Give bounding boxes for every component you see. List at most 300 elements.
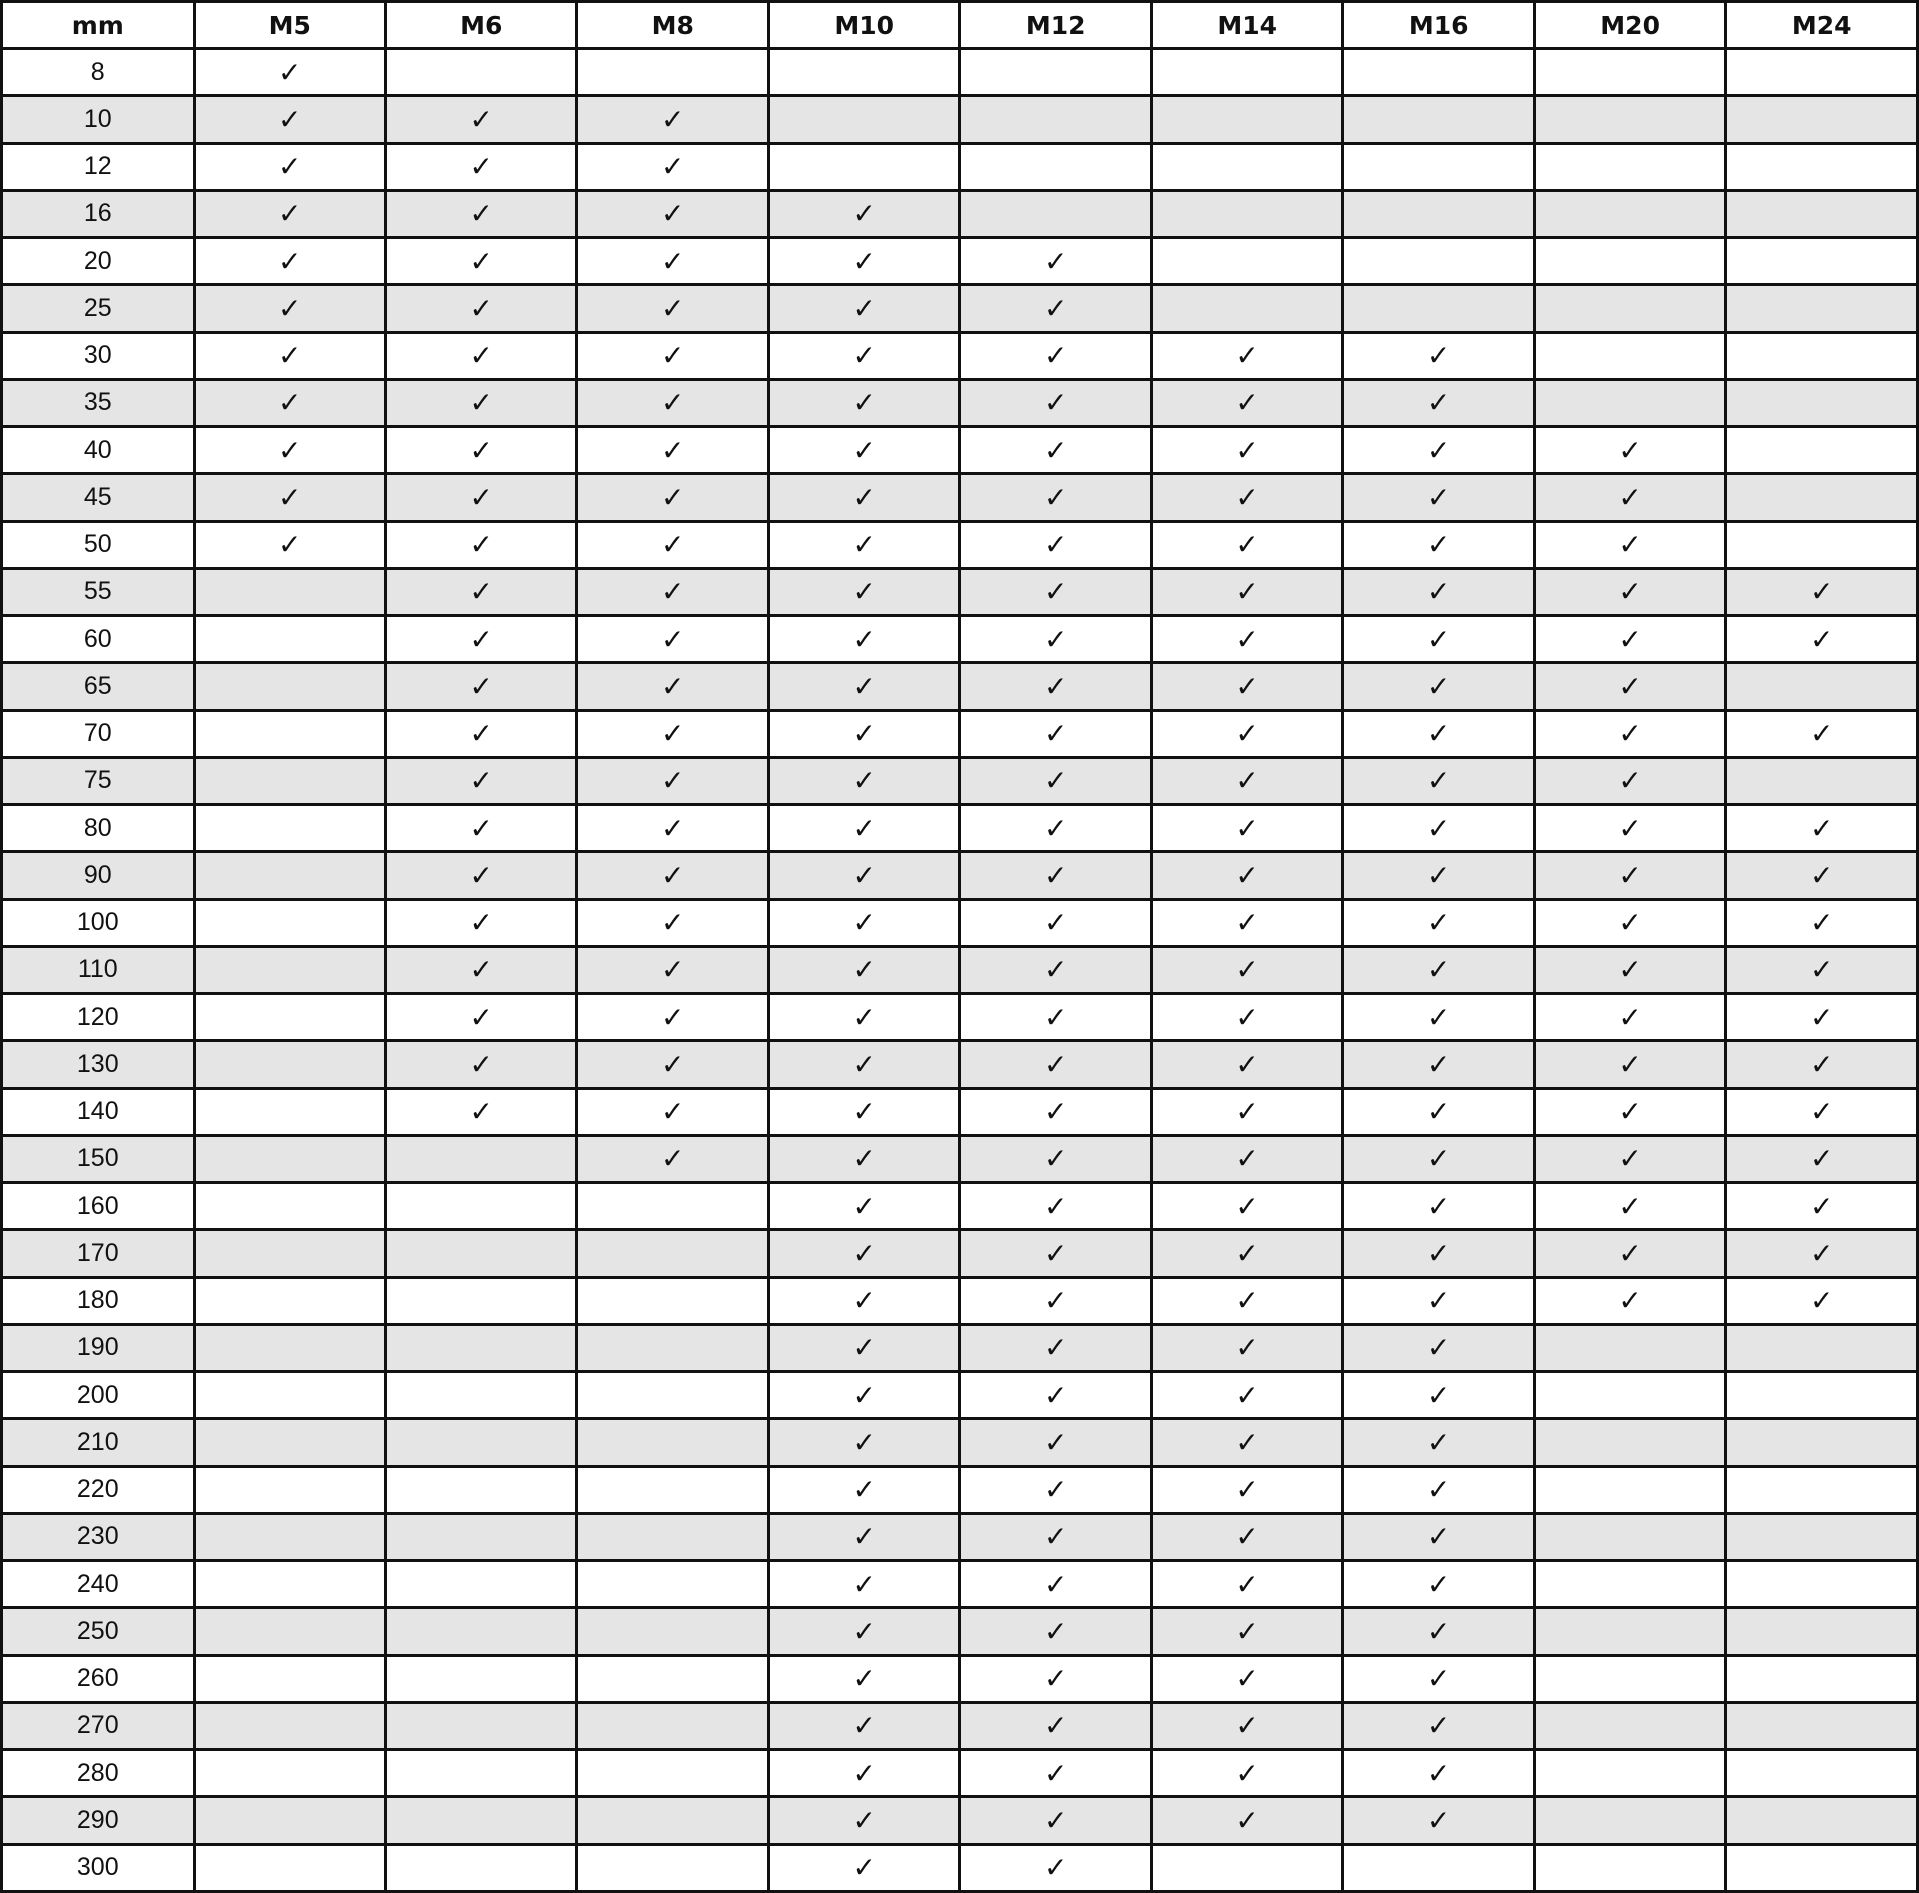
header-m24: M24 <box>1726 2 1918 49</box>
check-mark-icon: ✓ <box>960 946 1151 993</box>
header-row <box>2 2 1918 49</box>
empty-cell <box>960 143 1151 190</box>
check-mark-icon: ✓ <box>960 1277 1151 1324</box>
check-mark-icon: ✓ <box>577 946 768 993</box>
table-row <box>2 49 1918 96</box>
length-cell: 220 <box>2 1466 195 1513</box>
empty-cell <box>385 1608 576 1655</box>
length-cell: 240 <box>2 1561 195 1608</box>
empty-cell <box>577 1844 768 1892</box>
check-mark-icon: ✓ <box>1726 1041 1918 1088</box>
empty-cell <box>1534 49 1725 96</box>
length-cell: 8 <box>2 49 195 96</box>
table-row <box>2 1419 1918 1466</box>
check-mark-icon: ✓ <box>1151 1041 1342 1088</box>
check-mark-icon: ✓ <box>1151 1797 1342 1844</box>
table-row <box>2 710 1918 757</box>
empty-cell <box>1534 332 1725 379</box>
empty-cell <box>1534 285 1725 332</box>
length-cell: 65 <box>2 663 195 710</box>
empty-cell <box>577 1750 768 1797</box>
empty-cell <box>1534 238 1725 285</box>
table-row <box>2 568 1918 615</box>
check-mark-icon: ✓ <box>1343 332 1534 379</box>
length-cell: 110 <box>2 946 195 993</box>
header-m10: M10 <box>768 2 959 49</box>
table-row <box>2 143 1918 190</box>
check-mark-icon: ✓ <box>768 1655 959 1702</box>
check-mark-icon: ✓ <box>1343 1655 1534 1702</box>
check-mark-icon: ✓ <box>385 379 576 426</box>
check-mark-icon: ✓ <box>768 899 959 946</box>
check-mark-icon: ✓ <box>960 757 1151 804</box>
check-mark-icon: ✓ <box>1534 521 1725 568</box>
table-row <box>2 1088 1918 1135</box>
check-mark-icon: ✓ <box>577 616 768 663</box>
check-mark-icon: ✓ <box>960 1797 1151 1844</box>
empty-cell <box>385 1750 576 1797</box>
header-m5: M5 <box>194 2 385 49</box>
check-mark-icon: ✓ <box>768 994 959 1041</box>
length-cell: 290 <box>2 1797 195 1844</box>
check-mark-icon: ✓ <box>1726 616 1918 663</box>
check-mark-icon: ✓ <box>1534 710 1725 757</box>
check-mark-icon: ✓ <box>960 1466 1151 1513</box>
check-mark-icon: ✓ <box>1151 852 1342 899</box>
empty-cell <box>960 190 1151 237</box>
check-mark-icon: ✓ <box>960 710 1151 757</box>
length-cell: 150 <box>2 1135 195 1182</box>
check-mark-icon: ✓ <box>1151 710 1342 757</box>
check-mark-icon: ✓ <box>960 427 1151 474</box>
check-mark-icon: ✓ <box>1151 994 1342 1041</box>
empty-cell <box>1534 143 1725 190</box>
check-mark-icon: ✓ <box>1534 663 1725 710</box>
empty-cell <box>577 1419 768 1466</box>
empty-cell <box>1726 190 1918 237</box>
empty-cell <box>385 1183 576 1230</box>
header-m6: M6 <box>385 2 576 49</box>
empty-cell <box>577 1702 768 1749</box>
check-mark-icon: ✓ <box>1726 805 1918 852</box>
empty-cell <box>385 1702 576 1749</box>
check-mark-icon: ✓ <box>1534 1088 1725 1135</box>
length-cell: 10 <box>2 96 195 143</box>
empty-cell <box>194 994 385 1041</box>
check-mark-icon: ✓ <box>385 143 576 190</box>
check-mark-icon: ✓ <box>194 474 385 521</box>
table-row <box>2 96 1918 143</box>
check-mark-icon: ✓ <box>577 474 768 521</box>
empty-cell <box>194 710 385 757</box>
table-row <box>2 1372 1918 1419</box>
check-mark-icon: ✓ <box>1343 521 1534 568</box>
empty-cell <box>194 1277 385 1324</box>
check-mark-icon: ✓ <box>768 474 959 521</box>
check-mark-icon: ✓ <box>577 379 768 426</box>
check-mark-icon: ✓ <box>194 190 385 237</box>
empty-cell <box>1343 285 1534 332</box>
check-mark-icon: ✓ <box>385 568 576 615</box>
check-mark-icon: ✓ <box>1151 332 1342 379</box>
check-mark-icon: ✓ <box>768 1466 959 1513</box>
check-mark-icon: ✓ <box>960 379 1151 426</box>
empty-cell <box>1534 1513 1725 1560</box>
empty-cell <box>577 1183 768 1230</box>
empty-cell <box>194 1372 385 1419</box>
empty-cell <box>1726 1750 1918 1797</box>
check-mark-icon: ✓ <box>385 238 576 285</box>
empty-cell <box>768 49 959 96</box>
check-mark-icon: ✓ <box>194 379 385 426</box>
empty-cell <box>1151 143 1342 190</box>
check-mark-icon: ✓ <box>1534 568 1725 615</box>
check-mark-icon: ✓ <box>960 1230 1151 1277</box>
check-mark-icon: ✓ <box>577 757 768 804</box>
check-mark-icon: ✓ <box>1534 994 1725 1041</box>
table-row <box>2 1230 1918 1277</box>
check-mark-icon: ✓ <box>768 1797 959 1844</box>
check-mark-icon: ✓ <box>768 1372 959 1419</box>
check-mark-icon: ✓ <box>960 1135 1151 1182</box>
check-mark-icon: ✓ <box>577 568 768 615</box>
check-mark-icon: ✓ <box>1343 946 1534 993</box>
empty-cell <box>1534 96 1725 143</box>
check-mark-icon: ✓ <box>1343 1041 1534 1088</box>
check-mark-icon: ✓ <box>1726 568 1918 615</box>
check-mark-icon: ✓ <box>960 1372 1151 1419</box>
check-mark-icon: ✓ <box>194 49 385 96</box>
check-mark-icon: ✓ <box>1151 805 1342 852</box>
check-mark-icon: ✓ <box>577 238 768 285</box>
empty-cell <box>1151 285 1342 332</box>
check-mark-icon: ✓ <box>385 427 576 474</box>
empty-cell <box>577 1324 768 1371</box>
check-mark-icon: ✓ <box>1343 899 1534 946</box>
check-mark-icon: ✓ <box>768 190 959 237</box>
check-mark-icon: ✓ <box>768 238 959 285</box>
check-mark-icon: ✓ <box>960 616 1151 663</box>
length-cell: 45 <box>2 474 195 521</box>
empty-cell <box>385 1372 576 1419</box>
table-row <box>2 190 1918 237</box>
empty-cell <box>577 1561 768 1608</box>
empty-cell <box>1726 1324 1918 1371</box>
check-mark-icon: ✓ <box>577 332 768 379</box>
check-mark-icon: ✓ <box>1343 1088 1534 1135</box>
check-mark-icon: ✓ <box>1343 1513 1534 1560</box>
check-mark-icon: ✓ <box>194 143 385 190</box>
check-mark-icon: ✓ <box>385 1088 576 1135</box>
check-mark-icon: ✓ <box>577 521 768 568</box>
check-mark-icon: ✓ <box>1151 1702 1342 1749</box>
check-mark-icon: ✓ <box>960 899 1151 946</box>
check-mark-icon: ✓ <box>1151 1466 1342 1513</box>
header-m14: M14 <box>1151 2 1342 49</box>
check-mark-icon: ✓ <box>960 474 1151 521</box>
table-row <box>2 1702 1918 1749</box>
empty-cell <box>385 1466 576 1513</box>
length-cell: 210 <box>2 1419 195 1466</box>
table-row <box>2 1513 1918 1560</box>
empty-cell <box>194 946 385 993</box>
empty-cell <box>385 49 576 96</box>
check-mark-icon: ✓ <box>1534 852 1725 899</box>
length-cell: 12 <box>2 143 195 190</box>
table-row <box>2 616 1918 663</box>
header-m12: M12 <box>960 2 1151 49</box>
table-row <box>2 427 1918 474</box>
header-m16: M16 <box>1343 2 1534 49</box>
check-mark-icon: ✓ <box>768 1419 959 1466</box>
length-cell: 230 <box>2 1513 195 1560</box>
check-mark-icon: ✓ <box>768 1041 959 1088</box>
empty-cell <box>1726 285 1918 332</box>
table-row <box>2 1277 1918 1324</box>
check-mark-icon: ✓ <box>1343 852 1534 899</box>
empty-cell <box>1151 190 1342 237</box>
check-mark-icon: ✓ <box>1534 946 1725 993</box>
empty-cell <box>577 1230 768 1277</box>
check-mark-icon: ✓ <box>960 1513 1151 1560</box>
empty-cell <box>1726 427 1918 474</box>
check-mark-icon: ✓ <box>1151 1608 1342 1655</box>
check-mark-icon: ✓ <box>1343 616 1534 663</box>
check-mark-icon: ✓ <box>768 427 959 474</box>
check-mark-icon: ✓ <box>1726 1088 1918 1135</box>
empty-cell <box>1726 49 1918 96</box>
check-mark-icon: ✓ <box>1151 1230 1342 1277</box>
empty-cell <box>385 1797 576 1844</box>
empty-cell <box>577 1608 768 1655</box>
check-mark-icon: ✓ <box>577 1135 768 1182</box>
check-mark-icon: ✓ <box>577 710 768 757</box>
empty-cell <box>194 899 385 946</box>
check-mark-icon: ✓ <box>385 1041 576 1088</box>
check-mark-icon: ✓ <box>768 1608 959 1655</box>
check-mark-icon: ✓ <box>960 1419 1151 1466</box>
check-mark-icon: ✓ <box>1534 1277 1725 1324</box>
check-mark-icon: ✓ <box>1151 757 1342 804</box>
empty-cell <box>1151 238 1342 285</box>
check-mark-icon: ✓ <box>194 285 385 332</box>
check-mark-icon: ✓ <box>768 332 959 379</box>
check-mark-icon: ✓ <box>385 521 576 568</box>
check-mark-icon: ✓ <box>768 1230 959 1277</box>
check-mark-icon: ✓ <box>577 663 768 710</box>
empty-cell <box>194 1419 385 1466</box>
check-mark-icon: ✓ <box>768 1702 959 1749</box>
check-mark-icon: ✓ <box>1726 946 1918 993</box>
check-mark-icon: ✓ <box>1726 1230 1918 1277</box>
check-mark-icon: ✓ <box>1343 474 1534 521</box>
length-cell: 30 <box>2 332 195 379</box>
empty-cell <box>1534 1324 1725 1371</box>
check-mark-icon: ✓ <box>960 805 1151 852</box>
check-mark-icon: ✓ <box>960 994 1151 1041</box>
table-row <box>2 238 1918 285</box>
length-cell: 20 <box>2 238 195 285</box>
check-mark-icon: ✓ <box>1343 1324 1534 1371</box>
check-mark-icon: ✓ <box>1343 805 1534 852</box>
check-mark-icon: ✓ <box>1534 1135 1725 1182</box>
check-mark-icon: ✓ <box>768 757 959 804</box>
length-cell: 90 <box>2 852 195 899</box>
check-mark-icon: ✓ <box>1151 1655 1342 1702</box>
check-mark-icon: ✓ <box>960 1324 1151 1371</box>
check-mark-icon: ✓ <box>1726 852 1918 899</box>
check-mark-icon: ✓ <box>1534 899 1725 946</box>
empty-cell <box>768 96 959 143</box>
check-mark-icon: ✓ <box>1151 521 1342 568</box>
length-cell: 100 <box>2 899 195 946</box>
check-mark-icon: ✓ <box>1343 994 1534 1041</box>
table-row <box>2 805 1918 852</box>
empty-cell <box>194 1466 385 1513</box>
check-mark-icon: ✓ <box>1151 1513 1342 1560</box>
empty-cell <box>1726 1655 1918 1702</box>
check-mark-icon: ✓ <box>577 96 768 143</box>
empty-cell <box>1726 474 1918 521</box>
check-mark-icon: ✓ <box>768 852 959 899</box>
check-mark-icon: ✓ <box>1343 1466 1534 1513</box>
check-mark-icon: ✓ <box>1151 1183 1342 1230</box>
check-mark-icon: ✓ <box>768 946 959 993</box>
empty-cell <box>1343 238 1534 285</box>
empty-cell <box>577 1466 768 1513</box>
check-mark-icon: ✓ <box>768 1561 959 1608</box>
check-mark-icon: ✓ <box>577 852 768 899</box>
check-mark-icon: ✓ <box>768 1750 959 1797</box>
empty-cell <box>1343 190 1534 237</box>
empty-cell <box>768 143 959 190</box>
empty-cell <box>194 1561 385 1608</box>
empty-cell <box>194 1324 385 1371</box>
empty-cell <box>1726 238 1918 285</box>
empty-cell <box>577 1655 768 1702</box>
empty-cell <box>960 49 1151 96</box>
check-mark-icon: ✓ <box>1343 1230 1534 1277</box>
check-mark-icon: ✓ <box>1343 1797 1534 1844</box>
empty-cell <box>385 1419 576 1466</box>
check-mark-icon: ✓ <box>1151 946 1342 993</box>
check-mark-icon: ✓ <box>1151 1088 1342 1135</box>
check-mark-icon: ✓ <box>385 285 576 332</box>
table-row <box>2 946 1918 993</box>
empty-cell <box>1726 1797 1918 1844</box>
empty-cell <box>194 1513 385 1560</box>
length-cell: 260 <box>2 1655 195 1702</box>
empty-cell <box>1151 49 1342 96</box>
empty-cell <box>1534 379 1725 426</box>
empty-cell <box>1726 1466 1918 1513</box>
table-row <box>2 1750 1918 1797</box>
empty-cell <box>194 852 385 899</box>
check-mark-icon: ✓ <box>1151 616 1342 663</box>
check-mark-icon: ✓ <box>768 1324 959 1371</box>
check-mark-icon: ✓ <box>385 474 576 521</box>
check-mark-icon: ✓ <box>385 852 576 899</box>
header-m20: M20 <box>1534 2 1725 49</box>
length-cell: 70 <box>2 710 195 757</box>
check-mark-icon: ✓ <box>768 521 959 568</box>
empty-cell <box>1534 1419 1725 1466</box>
empty-cell <box>194 1041 385 1088</box>
table-row <box>2 379 1918 426</box>
empty-cell <box>194 1230 385 1277</box>
check-mark-icon: ✓ <box>1343 1750 1534 1797</box>
empty-cell <box>1726 332 1918 379</box>
table-row <box>2 899 1918 946</box>
check-mark-icon: ✓ <box>1343 1419 1534 1466</box>
length-cell: 270 <box>2 1702 195 1749</box>
table-body <box>2 49 1918 1892</box>
empty-cell <box>194 1655 385 1702</box>
check-mark-icon: ✓ <box>768 710 959 757</box>
check-mark-icon: ✓ <box>1151 1324 1342 1371</box>
check-mark-icon: ✓ <box>385 332 576 379</box>
header-m8: M8 <box>577 2 768 49</box>
table-row <box>2 1655 1918 1702</box>
empty-cell <box>194 757 385 804</box>
length-cell: 75 <box>2 757 195 804</box>
check-mark-icon: ✓ <box>960 332 1151 379</box>
check-mark-icon: ✓ <box>1534 805 1725 852</box>
length-cell: 300 <box>2 1844 195 1892</box>
empty-cell <box>1726 143 1918 190</box>
check-mark-icon: ✓ <box>1343 1702 1534 1749</box>
check-mark-icon: ✓ <box>1343 379 1534 426</box>
check-mark-icon: ✓ <box>768 1088 959 1135</box>
check-mark-icon: ✓ <box>385 190 576 237</box>
check-mark-icon: ✓ <box>385 994 576 1041</box>
empty-cell <box>385 1277 576 1324</box>
length-cell: 140 <box>2 1088 195 1135</box>
check-mark-icon: ✓ <box>1343 1608 1534 1655</box>
empty-cell <box>577 1797 768 1844</box>
check-mark-icon: ✓ <box>768 285 959 332</box>
empty-cell <box>194 1797 385 1844</box>
length-cell: 50 <box>2 521 195 568</box>
check-mark-icon: ✓ <box>1151 379 1342 426</box>
empty-cell <box>385 1561 576 1608</box>
empty-cell <box>194 1135 385 1182</box>
check-mark-icon: ✓ <box>577 994 768 1041</box>
empty-cell <box>1726 757 1918 804</box>
empty-cell <box>1151 1844 1342 1892</box>
empty-cell <box>194 1608 385 1655</box>
empty-cell <box>194 568 385 615</box>
check-mark-icon: ✓ <box>194 96 385 143</box>
check-mark-icon: ✓ <box>1343 1372 1534 1419</box>
length-cell: 55 <box>2 568 195 615</box>
check-mark-icon: ✓ <box>1343 1277 1534 1324</box>
check-mark-icon: ✓ <box>1151 1277 1342 1324</box>
table-row <box>2 332 1918 379</box>
check-mark-icon: ✓ <box>960 238 1151 285</box>
empty-cell <box>1343 49 1534 96</box>
empty-cell <box>1726 1702 1918 1749</box>
check-mark-icon: ✓ <box>960 1655 1151 1702</box>
check-mark-icon: ✓ <box>577 427 768 474</box>
check-mark-icon: ✓ <box>385 946 576 993</box>
check-mark-icon: ✓ <box>577 190 768 237</box>
check-mark-icon: ✓ <box>768 568 959 615</box>
empty-cell <box>194 1702 385 1749</box>
check-mark-icon: ✓ <box>960 1608 1151 1655</box>
empty-cell <box>194 1844 385 1892</box>
check-mark-icon: ✓ <box>1726 899 1918 946</box>
